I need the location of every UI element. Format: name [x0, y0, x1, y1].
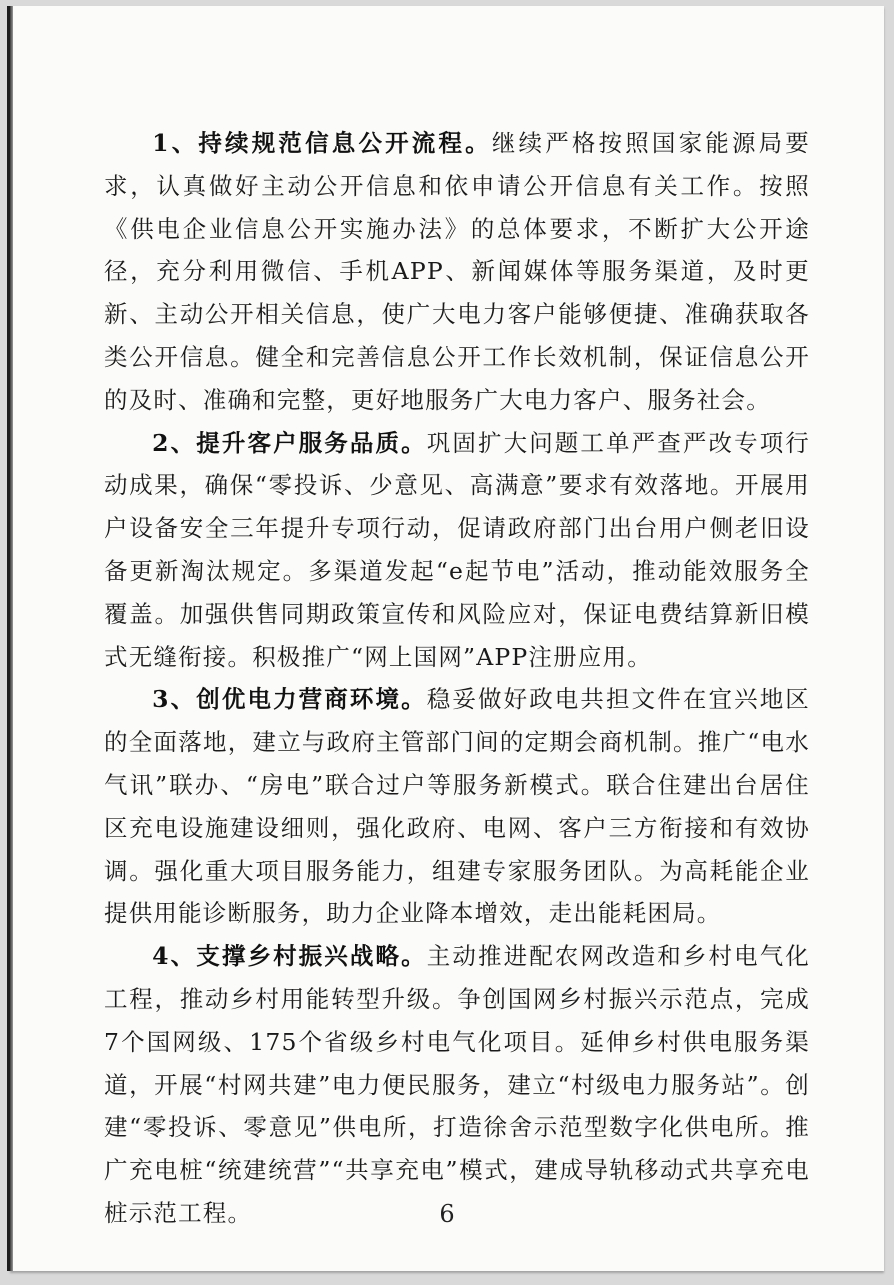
paragraph-heading: 3、创优电力营商环境。	[152, 685, 427, 714]
paragraph-3	[104, 678, 810, 935]
paragraph-1	[104, 122, 810, 422]
paragraph-heading: 1、持续规范信息公开流程。	[152, 129, 492, 157]
paragraph-4	[104, 935, 810, 1235]
paragraph-text: 稳妥做好政电共担文件在宜兴地区的全面落地，建立与政府主管部门间的定期会商机制。推广“电水气讯”联办、“房电”联合过户等服务新模式。联合住建出台居住区充电设施建设细则，强化政府、电网、客户三方衔接和有效协调。强化重大项目服务能力，组建专家服务团队。为高耗能企业提供用能诊断服务，助力企业降本增效，走出能耗困局。	[104, 685, 810, 928]
paragraph-2	[104, 422, 810, 679]
scan-edge	[10, 6, 13, 1271]
paragraph-text: 主动推进配农网改造和乡村电气化工程，推动乡村用能转型升级。争创国网乡村振兴示范点，完成7个国网级、175个省级乡村电气化项目。延伸乡村供电服务渠道，开展“村网共建”电力便民服务，建立“村级电力服务站”。创建“零投诉、零意见”供电所，打造徐舍示范型数字化供电所。推广充电桩“统建统营”“共享充电”模式，建成导轨移动式共享充电桩示范工程。	[104, 942, 810, 1227]
page-number: 6	[439, 1200, 455, 1228]
paragraph-heading: 4、支撑乡村振兴战略。	[152, 942, 427, 971]
document-page	[10, 6, 884, 1271]
document-body	[104, 122, 810, 1235]
paragraph-text: 巩固扩大问题工单严查严改专项行动成果，确保“零投诉、少意见、高满意”要求有效落地。开展用户设备安全三年提升专项行动，促请政府部门出台用户侧老旧设备更新淘汰规定。多渠道发起“e起节电”活动，推动能效服务全覆盖。加强供售同期政策宣传和风险应对，保证电费结算新旧模式无缝衔接。积极推广“网上国网”APP注册应用。	[104, 428, 810, 671]
paragraph-heading: 2、提升客户服务品质。	[152, 428, 427, 457]
paragraph-text: 继续严格按照国家能源局要求，认真做好主动公开信息和依申请公开信息有关工作。按照《供电企业信息公开实施办法》的总体要求，不断扩大公开途径，充分利用微信、手机APP、新闻媒体等服务渠道，及时更新、主动公开相关信息，使广大电力客户能够便捷、准确获取各类公开信息。健全和完善信息公开工作长效机制，保证信息公开的及时、准确和完整，更好地服务广大电力客户、服务社会。	[104, 129, 810, 414]
